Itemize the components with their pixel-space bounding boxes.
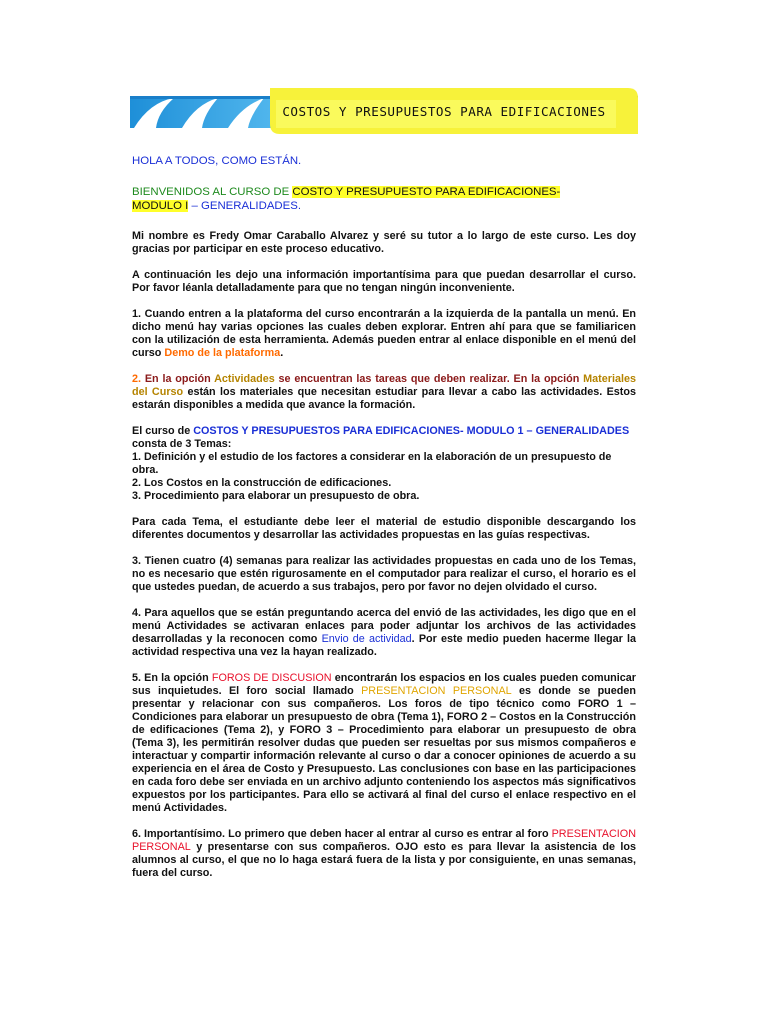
course-materials-option: Materiales del Curso bbox=[132, 373, 636, 398]
topic-3: 3. Procedimiento para elaborar un presupuesto de obra. bbox=[132, 490, 420, 502]
item-6-a: 6. Importantísimo. Lo primero que deben hacer al entrar al curso es entrar al foro bbox=[132, 828, 552, 840]
item-1 bbox=[132, 308, 636, 360]
course-topics bbox=[132, 425, 636, 503]
activities-option: Actividades bbox=[214, 373, 275, 385]
item-2-a: En la opción bbox=[141, 373, 215, 385]
item-4-b: . Por este medio pueden hacerme llegar la actividad respectiva una vez la hayan realizado. bbox=[132, 633, 636, 658]
course-suffix: consta de 3 Temas: bbox=[132, 438, 232, 450]
demo-platform-link[interactable]: Demo de la plataforma bbox=[164, 347, 281, 359]
welcome-line bbox=[132, 185, 636, 213]
item-6-b: y presentarse con sus compañeros. OJO esto es para llevar la asistencia de los alumnos al curso, el que no lo haga estará fuera de la lista y por consiguiente, en unas semanas, fuera del curso. bbox=[132, 841, 636, 879]
module-highlight: MODULO I bbox=[132, 200, 189, 212]
presentacion-personal-2: PRESENTACION PERSONAL bbox=[132, 828, 636, 853]
item-2-c: están los materiales que necesitan estudiar para llevar a cabo las actividades. Estos estarán disponibles a medida que avance la formación. bbox=[132, 386, 636, 411]
letter-body bbox=[132, 155, 636, 893]
banner-title: COSTOS Y PRESUPUESTOS PARA EDIFICACIONES bbox=[282, 103, 606, 119]
foros-discusion: FOROS DE DISCUSION bbox=[211, 672, 332, 684]
item-5-b: encontrarán los espacios en los cuales pueden comunicar sus inquietudes. El foro social llamado bbox=[132, 672, 636, 697]
course-prefix: El curso de bbox=[132, 425, 194, 437]
item-6 bbox=[132, 828, 636, 880]
item-2-b: se encuentran las tareas que deben realizar. En la opción bbox=[274, 373, 584, 385]
course-title: COSTOS Y PRESUPUESTOS PARA EDIFICACIONES- MODULO 1 – GENERALIDADES bbox=[193, 425, 630, 437]
course-title-highlight: COSTO Y PRESUPUESTO PARA EDIFICACIONES- bbox=[292, 186, 561, 198]
topic-instructions: Para cada Tema, el estudiante debe leer el material de estudio disponible descargando los diferentes documentos y desarrollar las actividades propuestas en las guías respectivas. bbox=[132, 516, 636, 541]
item-5-a: 5. En la opción bbox=[132, 672, 212, 684]
intro-paragraph: Mi nombre es Fredy Omar Caraballo Alvarez y seré su tutor a lo largo de este curso. Les doy gracias por participar en este proceso educativo. bbox=[132, 230, 636, 255]
presentacion-personal: PRESENTACION PERSONAL bbox=[361, 685, 512, 697]
item-4 bbox=[132, 607, 636, 659]
intro-paragraph-2: A continuación les dejo una información importantísima para que puedan desarrollar el curso. Por favor léanla detalladamente para que no tengan ningún inconveniente. bbox=[132, 269, 636, 294]
item-1-text: 1. Cuando entren a la plataforma del curso encontrarán a la izquierda de la pantalla un menú. En dicho menú hay varias opciones las cuales deben explorar. Entren ahí para que se familiaricen con la utilización de esta herramienta. Además pueden entrar al enlace disponible en el menú del curso bbox=[132, 308, 636, 359]
envio-actividad-link[interactable]: Envio de actividad bbox=[321, 633, 412, 645]
item-5-c: es donde se pueden presentar y relacionar con sus compañeros. Los foros de tipo técnico como FORO 1 – Condiciones para elaborar un presupuesto de obra (Tema 1), FORO 2 – Costos en la Construcción de edificaciones (Tema 2), y FORO 3 – Procedimiento para elaborar un presupuesto de obra (Tema 3), les permitirán resolver dudas que pueden ser resueltas por sus mismos compañeros e interactuar y compartir información relevante al curso o dar a conocer opiniones de acuerdo a su experiencia en el área de Costo y Presupuesto. Las conclusiones con base en las participaciones en cada foro debe ser enviada en un archivo adjunto conteniendo los aspectos más significativos expuestos por los participantes. Para ello se activará al final del curso el enlace respectivo en el menú Actividades. bbox=[132, 685, 636, 814]
item-2 bbox=[132, 373, 636, 412]
item-4-a: 4. Para aquellos que se están preguntando acerca del envió de las actividades, les digo que en el menú Actividades se activaran enlaces para poder adjuntar los archivos de las actividades desarrolladas y la reconocen como bbox=[132, 607, 636, 645]
item-3: 3. Tienen cuatro (4) semanas para realizar las actividades propuestas en cada uno de los Temas, no es necesario que estén rigurosamente en el computador para realizar el curso, el horario es el que ustedes puedan, de acuerdo a sus trabajos, pero por favor no dejen olvidado el curso. bbox=[132, 555, 636, 593]
item-5 bbox=[132, 672, 636, 815]
item-2-number: 2. bbox=[132, 373, 142, 385]
item-1-end: . bbox=[280, 347, 284, 359]
topic-1: 1. Definición y el estudio de los factores a considerar en la elaboración de un presupuesto de obra. bbox=[132, 451, 612, 476]
welcome-suffix: – GENERALIDADES. bbox=[188, 200, 302, 212]
greeting: HOLA A TODOS, COMO ESTÁN. bbox=[132, 155, 302, 167]
welcome-prefix: BIENVENIDOS AL CURSO DE bbox=[132, 186, 293, 198]
course-banner bbox=[130, 88, 638, 134]
topic-2: 2. Los Costos en la construcción de edificaciones. bbox=[132, 477, 392, 489]
